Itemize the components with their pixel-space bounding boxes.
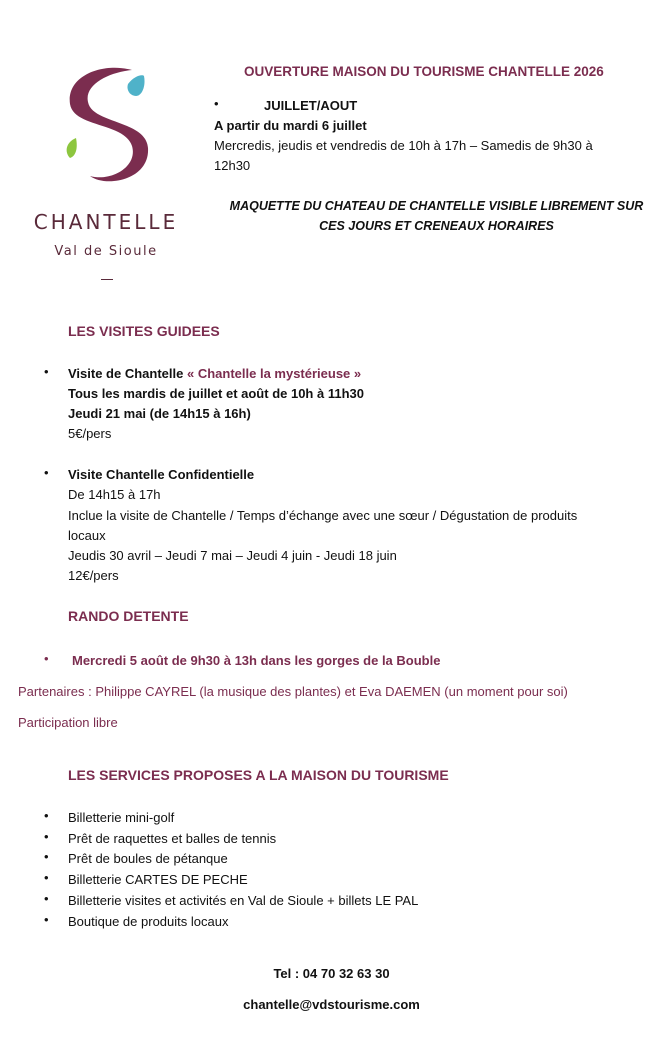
visit2-title: Visite Chantelle Confidentielle — [68, 467, 255, 482]
bullet-icon: • — [44, 870, 49, 885]
visit1-title-line — [68, 364, 361, 384]
visit1-subtitle: « Chantelle la mystérieuse » — [186, 366, 362, 381]
bullet-icon: • — [44, 808, 49, 823]
visit1-price: 5€/pers — [68, 426, 112, 441]
bullet-icon: • — [214, 96, 219, 111]
chantelle-s-logo — [62, 62, 158, 186]
rando-item: Mercredi 5 août de 9h30 à 13h dans les gorges de la Bouble — [72, 653, 441, 668]
opening-hours-line1: Mercredis, jeudis et vendredis de 10h à 17h – Samedis de 9h30 à — [214, 138, 593, 153]
service-item: Prêt de boules de pétanque — [68, 851, 228, 866]
service-item: Billetterie CARTES DE PECHE — [68, 872, 248, 887]
logo-subtitle: Val de Sioule — [54, 244, 158, 259]
bullet-icon: • — [44, 849, 49, 864]
rando-partners: Partenaires : Philippe CAYREL (la musique des plantes) et Eva DAEMEN (un moment pour soi) — [18, 684, 568, 699]
visit2-price: 12€/pers — [68, 568, 119, 583]
section-heading-services: LES SERVICES PROPOSES A LA MAISON DU TOURISME — [68, 767, 449, 783]
page-title: OUVERTURE MAISON DU TOURISME CHANTELLE 2026 — [244, 64, 604, 79]
bullet-icon: • — [44, 364, 49, 379]
maquette-note-line2: CES JOURS ET CRENEAUX HORAIRES — [319, 219, 554, 233]
bullet-icon: • — [44, 651, 49, 666]
contact-phone: Tel : 04 70 32 63 30 — [273, 966, 390, 981]
period-label: JUILLET/AOUT — [264, 98, 358, 113]
service-item: Billetterie visites et activités en Val de Sioule + billets LE PAL — [68, 893, 419, 908]
service-item: Billetterie mini-golf — [68, 810, 175, 825]
visit1-date: Jeudi 21 mai (de 14h15 à 16h) — [68, 406, 251, 421]
rando-participation: Participation libre — [18, 715, 118, 730]
bullet-icon: • — [44, 891, 49, 906]
service-item: Prêt de raquettes et balles de tennis — [68, 831, 277, 846]
logo-brand-name: CHANTELLE — [33, 210, 179, 234]
bullet-icon: • — [44, 465, 49, 480]
section-heading-rando: RANDO DETENTE — [68, 608, 189, 624]
visit2-dates: Jeudis 30 avril – Jeudi 7 mai – Jeudi 4 juin - Jeudi 18 juin — [68, 548, 397, 563]
visit1-title: Visite de Chantelle — [68, 366, 184, 381]
maquette-note-line1: MAQUETTE DU CHATEAU DE CHANTELLE VISIBLE LIBREMENT SUR — [229, 199, 644, 213]
opening-start: A partir du mardi 6 juillet — [214, 118, 367, 133]
visit1-schedule: Tous les mardis de juillet et août de 10h à 11h30 — [68, 386, 364, 401]
visit2-description-line1: Inclue la visite de Chantelle / Temps d’échange avec une sœur / Dégustation de produits — [68, 508, 578, 523]
bullet-icon: • — [44, 912, 49, 927]
bullet-icon: • — [44, 829, 49, 844]
section-heading-visites: LES VISITES GUIDEES — [68, 323, 220, 339]
contact-email[interactable]: chantelle@vdstourisme.com — [243, 997, 420, 1012]
visit2-time: De 14h15 à 17h — [68, 487, 161, 502]
logo-divider — [101, 279, 113, 280]
opening-hours-line2: 12h30 — [214, 158, 251, 173]
visit2-description-line2: locaux — [68, 528, 106, 543]
service-item: Boutique de produits locaux — [68, 914, 229, 929]
